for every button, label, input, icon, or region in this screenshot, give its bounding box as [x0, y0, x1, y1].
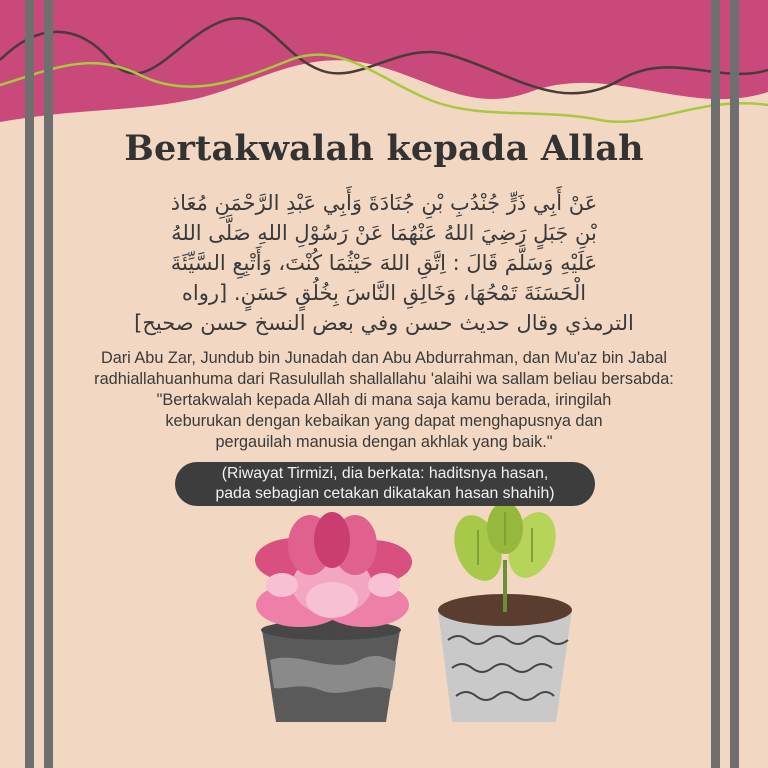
arabic-line: الْحَسَنَةَ تَمْحُهَا، وَخَالِقِ النَّاسَ بِخُلُقٍ حَسَنٍ. [رواه [181, 281, 587, 305]
arabic-line: الترمذي وقال حديث حسن وفي بعض النسخ حسن صحيح] [134, 311, 634, 335]
source-line: pada sebagian cetakan dikatakan hasan shahih) [215, 485, 555, 502]
left-stripe-1 [25, 0, 34, 768]
arabic-line: بْنِ جَبَلٍ رَضِيَ اللهُ عَنْهُمَا عَنْ رَسُوْلِ اللهِ صَلَّى اللهُ [171, 221, 597, 245]
translation-line: pergauilah manusia dengan akhlak yang baik." [215, 433, 553, 451]
green-succulent-pot [438, 502, 572, 722]
page-title: Bertakwalah kepada Allah [124, 128, 644, 169]
right-stripe-2 [730, 0, 739, 768]
translation-line: keburukan dengan kebaikan yang dapat menghapusnya dan [165, 412, 603, 430]
translation-text [60, 348, 708, 453]
translation-line: radhiallahuanhuma dari Rasulullah shallallahu 'alaihi wa sallam beliau bersabda: [94, 370, 674, 388]
source-line: (Riwayat Tirmizi, dia berkata: haditsnya hasan, [221, 465, 549, 482]
left-stripe-2 [44, 0, 53, 768]
pink-succulent-pot [255, 512, 412, 722]
arabic-line: عَنْ أَبِي ذَرٍّ جُنْدُبِ بْنِ جُنَادَةَ وَأَبِي عَبْدِ الرَّحْمَنِ مُعَاذ [170, 191, 598, 215]
translation-line: Dari Abu Zar, Jundub bin Junadah dan Abu Abdurrahman, dan Mu'az bin Jabal [100, 349, 668, 367]
arabic-hadith-text [108, 188, 660, 338]
right-stripe-1 [711, 0, 720, 768]
translation-line: "Bertakwalah kepada Allah di mana saja kamu berada, iringilah [156, 391, 612, 409]
arabic-line: عَلَيْهِ وَسَلَّمَ قَالَ : اِتَّقِ اللهَ حَيْثُمَا كُنْتَ، وَأَتْبِعِ السَّيِّئَةَ [170, 251, 598, 275]
source-badge [175, 462, 595, 506]
